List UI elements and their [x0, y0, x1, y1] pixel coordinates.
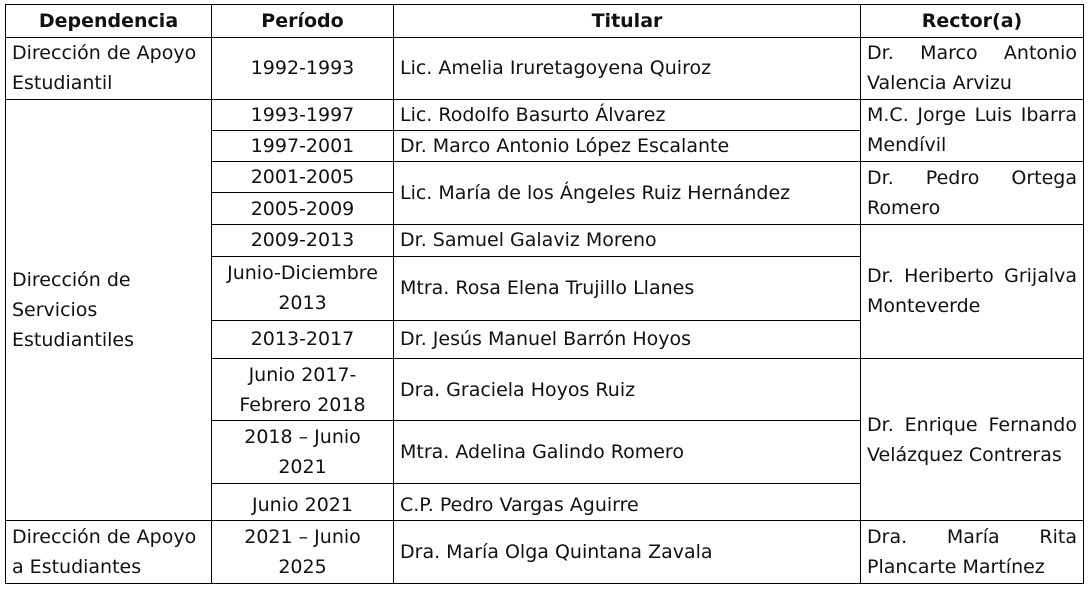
rector-line-2: Mendívil: [867, 134, 947, 157]
table-row: [6, 99, 1084, 130]
periodo-cell: 2018 – Junio 2021: [212, 421, 394, 484]
periodo-cell: 2013-2017: [212, 320, 394, 358]
rector-cell: [861, 521, 1084, 584]
titular-cell: Lic. Rodolfo Basurto Álvarez: [394, 99, 861, 130]
rector-cell: [861, 224, 1084, 358]
rector-line-2: Plancarte Martínez: [867, 556, 1045, 579]
titular-cell: C.P. Pedro Vargas Aguirre: [394, 484, 861, 521]
titular-cell: Lic. Amelia Iruretagoyena Quiroz: [394, 38, 861, 100]
periodo-cell: Junio 2017-Febrero 2018: [212, 358, 394, 421]
periodo-cell: 2001-2005: [212, 162, 394, 193]
rector-cell: [861, 358, 1084, 520]
rector-cell: [861, 162, 1084, 225]
dependencia-cell: Dirección de Servicios Estudiantiles: [6, 99, 212, 521]
titular-cell: Dr. Samuel Galaviz Moreno: [394, 224, 861, 256]
rector-line-1: Dr. Enrique Fernando: [867, 413, 1077, 436]
header-periodo: Período: [212, 5, 394, 38]
rector-line-2: Monteverde: [867, 295, 981, 318]
periodo-cell: 1997-2001: [212, 130, 394, 161]
rector-line-2: Romero: [867, 196, 941, 219]
header-row: [6, 5, 1084, 38]
titular-cell: Mtra. Adelina Galindo Romero: [394, 421, 861, 484]
rector-line-1: M.C. Jorge Luis Ibarra: [867, 104, 1077, 127]
rector-line-2: Velázquez Contreras: [867, 443, 1062, 466]
titular-cell: Dra. María Olga Quintana Zavala: [394, 521, 861, 584]
dependencia-cell: Dirección de Apoyo a Estudiantes: [6, 521, 212, 584]
header-rector: Rector(a): [861, 5, 1084, 38]
rector-line-2: Valencia Arvizu: [867, 72, 1012, 95]
rector-line-1: Dr. Pedro Ortega: [867, 166, 1077, 189]
directors-table: [5, 4, 1084, 584]
header-titular: Titular: [394, 5, 861, 38]
rector-cell: [861, 99, 1084, 162]
dependencia-cell: Dirección de Apoyo Estudiantil: [6, 38, 212, 100]
header-dependencia: Dependencia: [6, 5, 212, 38]
titular-cell: Lic. María de los Ángeles Ruiz Hernández: [394, 162, 861, 225]
rector-line-1: Dra. María Rita: [867, 526, 1077, 549]
titular-cell: Mtra. Rosa Elena Trujillo Llanes: [394, 256, 861, 320]
periodo-cell: 2005-2009: [212, 193, 394, 224]
table-row: [6, 521, 1084, 584]
rector-line-1: Dr. Marco Antonio: [867, 42, 1077, 65]
table-row: [6, 38, 1084, 100]
periodo-cell: 2021 – Junio 2025: [212, 521, 394, 584]
periodo-cell: 1993-1997: [212, 99, 394, 130]
rector-cell: [861, 38, 1084, 100]
periodo-cell: 2009-2013: [212, 224, 394, 256]
titular-cell: Dra. Graciela Hoyos Ruiz: [394, 358, 861, 421]
titular-cell: Dr. Marco Antonio López Escalante: [394, 130, 861, 161]
periodo-cell: 1992-1993: [212, 38, 394, 100]
periodo-cell: Junio 2021: [212, 484, 394, 521]
titular-cell: Dr. Jesús Manuel Barrón Hoyos: [394, 320, 861, 358]
rector-line-1: Dr. Heriberto Grijalva: [867, 265, 1077, 288]
periodo-cell: Junio-Diciembre 2013: [212, 256, 394, 320]
